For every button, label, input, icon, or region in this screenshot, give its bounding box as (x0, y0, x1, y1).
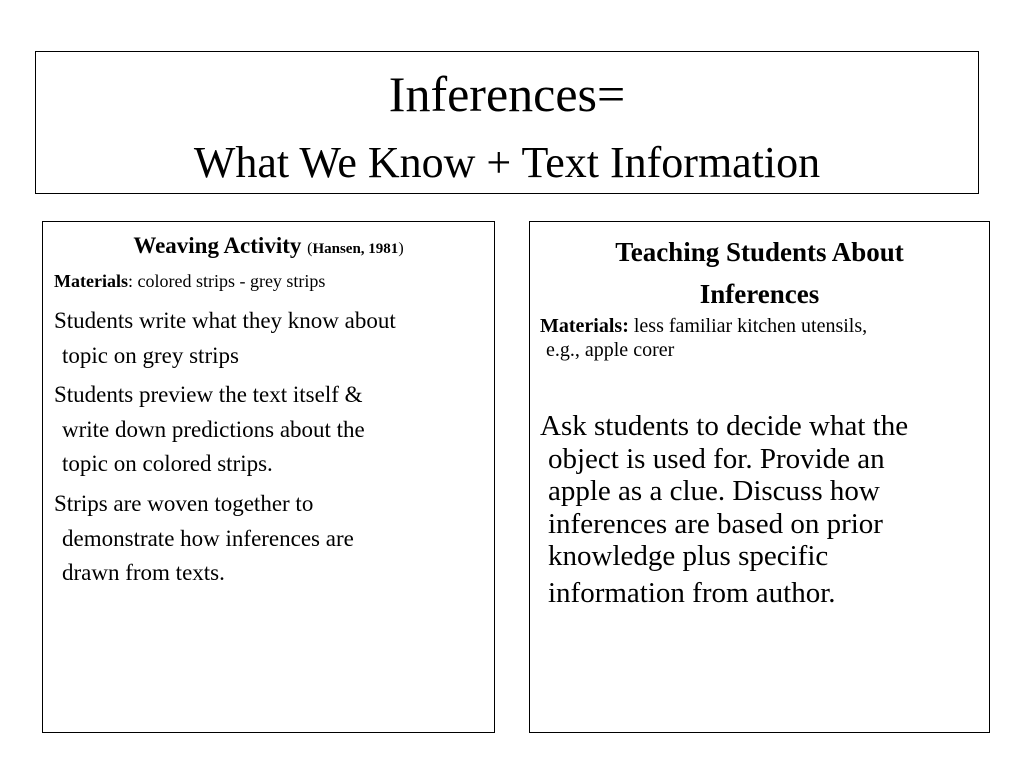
teaching-inferences-panel (529, 221, 990, 733)
citation-open: ( (307, 240, 313, 257)
teaching-instructions (540, 410, 985, 609)
activity-step-1-line2: topic on grey strips (62, 342, 239, 368)
weaving-activity-title: Weaving Activity (133, 233, 302, 258)
materials-text: : colored strips - grey strips (127, 271, 326, 291)
activity-step-3-line2: demonstrate how inferences are (62, 525, 354, 551)
activity-step-3-line3: drawn from texts. (62, 560, 225, 585)
slide-title-box (35, 51, 979, 194)
slide-subtitle: What We Know + Text Information (193, 138, 821, 187)
materials-text-line1: less familiar kitchen utensils, (628, 315, 868, 337)
materials-label: Materials: (540, 315, 629, 337)
teaching-inferences-heading (530, 231, 989, 315)
weaving-materials (54, 270, 325, 292)
activity-step-1-line1: Students write what they know about (54, 308, 396, 333)
activity-step-1 (54, 304, 484, 373)
instructions-line-4: inferences are based on prior (548, 507, 883, 540)
activity-step-3 (54, 487, 484, 591)
citation: Hansen, 1981 (312, 241, 399, 257)
weaving-activity-panel (42, 221, 495, 733)
citation-close: ) (398, 240, 404, 257)
activity-step-2-line3: topic on colored strips. (62, 451, 273, 476)
instructions-line-1: Ask students to decide what the (540, 410, 909, 442)
instructions-line-2: object is used for. Provide an (548, 442, 885, 475)
slide-title: Inferences= (388, 66, 626, 122)
activity-step-2 (54, 378, 484, 482)
weaving-activity-heading (43, 232, 494, 263)
activity-step-3-line1: Strips are woven together to (54, 491, 314, 516)
teaching-materials (540, 314, 980, 362)
activity-step-2-line1: Students preview the text itself & (54, 382, 363, 407)
materials-label: Materials (54, 271, 128, 291)
instructions-line-6: information from author. (548, 576, 836, 609)
heading-line-2: Inferences (699, 279, 820, 309)
materials-text-line2: e.g., apple corer (546, 339, 675, 361)
instructions-line-3: apple as a clue. Discuss how (548, 475, 880, 507)
instructions-line-5: knowledge plus specific (548, 540, 829, 572)
heading-line-1: Teaching Students About (615, 237, 904, 267)
activity-step-2-line2: write down predictions about the (62, 416, 365, 442)
